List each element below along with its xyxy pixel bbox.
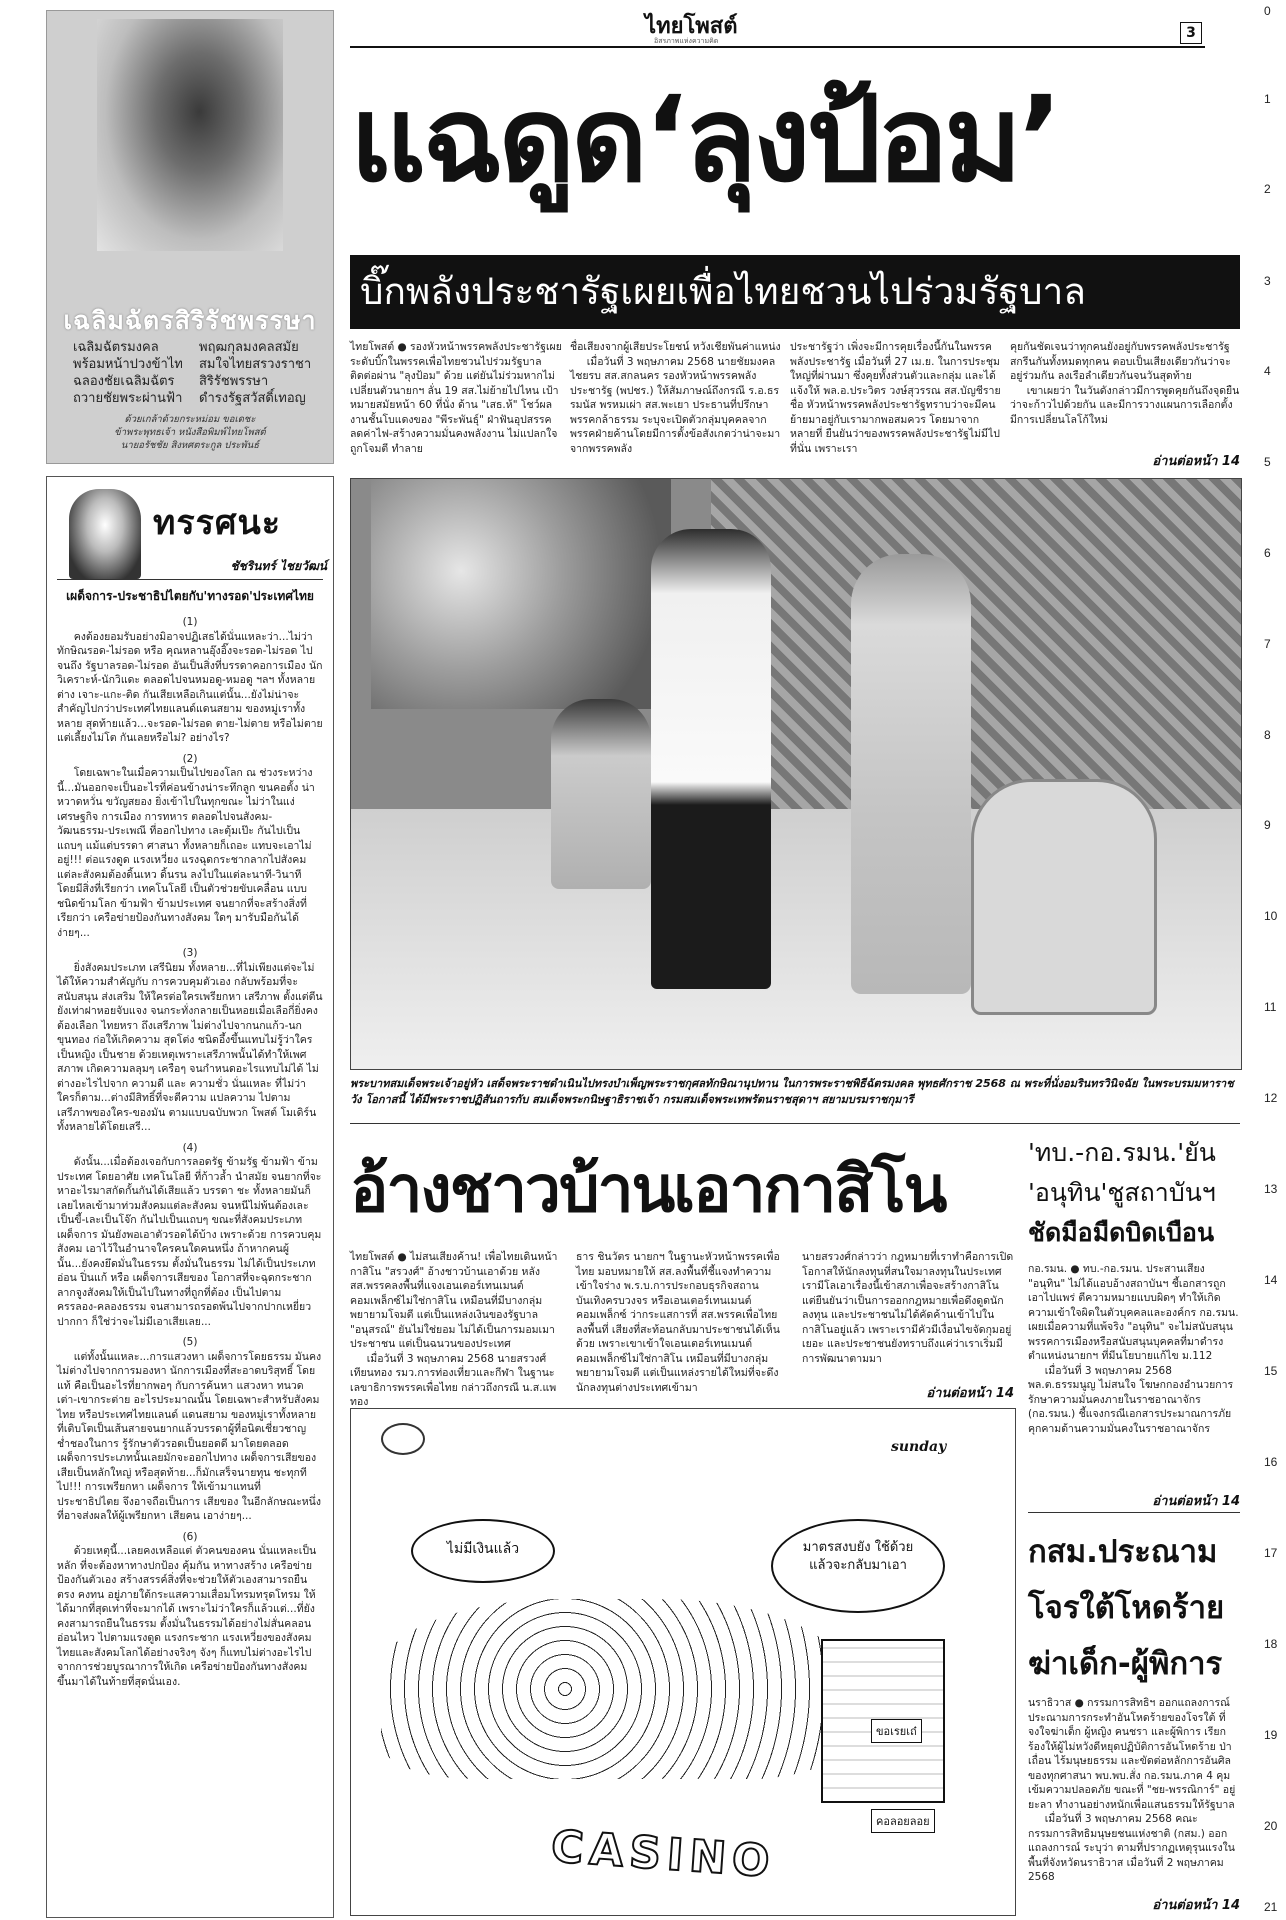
ruler-15: 15: [1264, 1364, 1278, 1378]
section-text: ดังนั้น...เมื่อต้องเจอกับการลอดรัฐ ข้ามรัฐ ข้ามฟ้า ข้ามประเทศ โดยอาศัย เทคโนโลยี ที่ก้าวล้ำ นำสมัย จนยากที่จะหาอะไรมาสกัดกั้นกันได้เสียแล้ว บรรดา ชะ ทั้งหลายมันก็เลยไหลเข้ามาท่วมสังคมแต่ละสังคม จนหนีไม่พ้นต้องเละเป็นขี้-เละเป็นโจ๊ก กันไปเป็นแถบๆ ขณะที่สังคมประเภท เผด็จการ มันยังพอเอาตัวรอดได้บ้าง เพราะด้วย การควบคุมสังคม เอาไว้ในอำนาจใครคนใดคนหนึ่ง ถ้าหากคนผู้นั้น...ยังคงยึดมั่นในธรรม ตั้งมั่นในธรรม ไม่ได้เป็นประเภทอ่อน ปิ่นแก้ หรือ เผด็จการเสียของ โอกาสที่จะฉุดกระชากลากจูงสังคมให้เป็นไปในทางที่ถูกที่ต้อง เป็นไปตาม ครรลอง-คลองธรรม จนสามารถรอดพ้นไปจากปากเหยี่ยว ปากกา ก็ใช่ว่าจะไม่มีเอาเสียเลย...: [57, 1156, 322, 1328]
columnist-portrait: [69, 489, 141, 579]
royal-ceremony-photo: [350, 478, 1242, 1070]
photo-caption: พระบาทสมเด็จพระเจ้าอยู่หัว เสด็จพระราชดำเนินไปทรงบำเพ็ญพระราชกุศลทักษิณานุปทาน ในการพระราชพิธีฉัตรมงคล พุทธศักราช 2568 ณ พระที่นั่งอมรินทรวินิจฉัย ในพระบรมมหาราชวัง โอกาสนี้ ได้มีพระราชปฏิสันถารกับ สมเด็จพระกนิษฐาธิราชเจ้า กรมสมเด็จพระเทพรัตนราชสุดาฯ สยามบรมราชกุมารี: [350, 1077, 1234, 1106]
cartoon-logo-left: [381, 1423, 425, 1455]
page-ruler: [1264, 0, 1286, 1920]
ruler-6: 6: [1264, 546, 1271, 560]
column-header-rule: [57, 579, 323, 580]
army-headline-line-3: ชัดมือมืดบิดเบือน: [1028, 1218, 1215, 1247]
section-num: (3): [182, 947, 198, 959]
photo-figure-princess: [851, 554, 971, 994]
section-num: (2): [182, 752, 198, 765]
section-num: (6): [182, 1530, 198, 1543]
speech-bubble-left: [411, 1519, 555, 1583]
sub-headline: บิ๊กพลังประชารัฐเผยเพื่อไทยชวนไปร่วมรัฐบาล: [360, 270, 1086, 313]
casino-headline: อ้างชาวบ้านเอากาสิโน: [350, 1153, 946, 1227]
column-title: ทรรศนะ: [153, 503, 282, 543]
lead-story-col-3: ประชารัฐว่า เพิ่งจะมีการคุยเรื่องนี้กันในพรรคพลังประชารัฐ เมื่อวันที่ 27 เม.ย. ในการประชุมใหญ่ที่ผ่านมา ซึ่งคุยทั้งส่วนตัวและกลุ่ม และได้แจ้งให้ พล.อ.ประวิตร วงษ์สุวรรณ สส.บัญชีรายชื่อ หัวหน้าพรรคพลังประชารัฐทราบว่าจะมีคนย้ายมาอยู่กับเรามากพอสมควร โดยมาจากหลายที่ ยืนยันว่าของพรรคพลังประชารัฐไม่มีไปที่นั่น เพราะเรา: [790, 341, 1001, 455]
nhrc-headline: [1028, 1524, 1240, 1692]
ruler-1: 1: [1264, 92, 1271, 106]
masthead-tagline: อิสรภาพแห่งความคิด: [654, 37, 719, 45]
nhrc-story-continued: อ่านต่อหน้า 14: [1152, 1898, 1240, 1913]
royal-verse-right: พฤฒกุลมงคลสมัย สมใจไทยสรวงราชา สิริรัชพรรษา ดำรงรัฐสวัสดิ์เทอญ: [199, 340, 312, 406]
main-headline: แฉดูด‘ลุงป้อม’: [350, 70, 1059, 208]
section-text: คงต้องยอมรับอย่างมิอาจปฏิเสธได้นั่นแหละว่า...ไม่ว่า ทักษิณรอด-ไม่รอด หรือ คุณหลานอุ๊งอิ๊งจะรอด-ไม่รอด ไปจนถึง รัฐบาลรอด-ไม่รอด อันเป็นสิ่งที่บรรดาคอการเมือง นักวิเคราะห์-นักวิแดะ ตลอดไปจนหมอดู-หมอดู ฯลฯ ทั้งหลายต่าง เจาะ-แกะ-ติด กันเสียเหลือเกินแต่นั้น...ยังไม่น่าจะสำคัญไปกว่าประเทศไทยแลนด์แดนสยาม ของหมู่เราทั้งหลาย สุดท้ายแล้ว...จะรอด-ไม่รอด ตาย-ไม่ตาย หรือไม่ตายแต่เลี้ยงไม่โต กันเลยหรือไม่? อย่างไร?: [57, 630, 323, 744]
ruler-20: 20: [1264, 1819, 1278, 1833]
ruler-3: 3: [1264, 274, 1271, 288]
section-2: [57, 752, 323, 941]
nhrc-headline-line-3: ฆ่าเด็ก-ผู้พิการ: [1028, 1646, 1223, 1682]
casino-story-continued: อ่านต่อหน้า 14: [926, 1386, 1014, 1401]
army-story-rule: [1028, 1512, 1240, 1513]
casino-story-col-2: ธาร ชินวัตร นายกฯ ในฐานะหัวหน้าพรรคเพื่อไทย มอบหมายให้ สส.ลงพื้นที่ชี้แจงทำความเข้าใจร่าง พ.ร.บ.การประกอบธุรกิจสถานบันเทิงครบวงจร หรือเอนเตอร์เทนเมนต์คอมเพล็กซ์ ว่ากระแสการที่ สส.พรรคเพื่อไทยลงพื้นที่ เสียงที่สะท้อนกลับมาประชาชนได้เห็นด้วย เพราะเขาเข้าใจเอนเตอร์เทนเมนต์คอมเพล็กซ์ไม่ใช่กาสิโน เหมือนที่มีบางกลุ่มพยายามโจมตี แต่เป็นแหล่งรายได้ใหม่ที่จะดึงนักลงทุนต่างประเทศเข้ามา: [576, 1251, 780, 1394]
section-text: ด้วยเหตุนี้...เลยคงเหลือแต่ ตัวคนของคน นั่นแหละเป็นหลัก ที่จะต้องหาทางปกป้อง คุ้มกัน หาทางสร้าง เครือข่ายป้องกันตัวเอง สร้างสรรค์สิ่งที่จะช่วยให้ตัวเองสามารถยืนตรง คงทน อยู่ภายใต้กระแสความเสื่อมโทรมทรุดโทรม ให้ได้มากที่สุดเท่าที่จะมากได้ เพราะไม่ว่าใครก็แล้วแต่...ที่ยังคงสามารถยืนในธรรม ตั้งมั่นในธรรมได้อย่างไม่สั่นคลอน อ่อนไหว ไปตามแรงดูด แรงกระชาก แรงเหวี่ยงของสังคมไทยและสังคมโลกได้อย่างจริงๆ จังๆ ก็แทบไม่ต่างอะไรไปจากการช่วยบูรณาการให้เกิด เครือข่ายป้องกันทางสังคม ขึ้นมาได้ในท้ายที่สุดนั่นเอง.: [57, 1545, 317, 1688]
cartoon-crowd: [381, 1599, 841, 1779]
ruler-11: 11: [1264, 1000, 1277, 1014]
ruler-17: 17: [1264, 1546, 1278, 1560]
royal-verse-left: เฉลิมฉัตรมงคล พร้อมหน้าปวงข้าไท ฉลองชัยเฉลิมฉัตร ถวายชัยพระผ่านฟ้า: [73, 340, 183, 406]
masthead-logo: ไทยโพสต์: [645, 13, 738, 39]
speech-bubble-right: [771, 1519, 945, 1613]
section-3: [57, 946, 323, 1135]
ruler-16: 16: [1264, 1455, 1278, 1469]
sub-headline-bar: [350, 255, 1240, 329]
editorial-cartoon: [350, 1408, 1016, 1916]
caption-rule: [350, 1123, 1240, 1124]
section-5: [57, 1335, 323, 1524]
photo-background-pattern: [711, 479, 1241, 819]
photo-figure-kneeling: [551, 699, 651, 889]
ruler-21: 21: [1264, 1900, 1278, 1914]
section-text: แต่ทั้งนั้นแหละ...การแสวงหา เผด็จการโดยธรรม มันคงไม่ต่างไปจากการมองหา นักการเมืองที่สะอาดบริสุทธิ์ โดยแท้ คือเป็นอะไรที่ยากพอๆ กับการค้นหา แสวงหา ทนวดเต่า-เขากระต่าย อะไรประมาณนั้น โดยเฉพาะสำหรับสังคมไทย หรือประเทศไทยแลนด์ แดนสยาม ของหมู่เราทั้งหลาย ที่เติบโตเป็นเส้นสายจนยากแล้วบรรดาผู้ที่อนิตเชี่ยวชาญช่ำชองในการ รู้รักษาตัวรอดเป็นยอดดี มาโดยตลอด เผด็จการประเภทนั้นเลยมักจะออกไปทาง เผด็จการเสียของ เสียเป็นหลักใหญ่ หรือสุดท้าย...ก็มักเสร็จนายทุน ชะทุกทีไป!!! การเพรียกหา เผด็จการ ให้เข้ามาแทนที่ ประชาธิปไตย จึงอาจถือเป็นการ เสียของ ในอีกลักษณะหนึ่ง ที่อาจส่งผลให้ผู้เพรียกหา เสียคน เอาง่ายๆ...: [57, 1350, 325, 1522]
section-num: (4): [182, 1141, 198, 1154]
section-text: โดยเฉพาะในเมื่อความเป็นไปของโลก ณ ช่วงระหว่างนี้...มันออกจะเป็นอะไรที่ค่อนข้างน่าระทึกลูก ขนคอตั้ง น่าหวาดหวั่น ขวัญสยอง ยิ่งเข้าไปในทุกขณะ ไม่ว่าในแง่เศรษฐกิจ การเมือง การทหาร ตลอดไปจนสังคม-วัฒนธรรม-ประเพณี ที่ออกไปทาง เละตุ้มเป๊ะ กันไปเป็นแถบๆ แม้แต่บรรดา ศาสนา ทั้งหลายก็เถอะ แทบจะเอาไม่อยู่!!! ต่อแรงดูด แรงเหวี่ยง แรงฉุดกระชากลากไปสังคมแต่ละสังคมต้องดิ้นเหว ดิ้นรน ลงไปในแต่ละนาที-วินาที โดยมีสิ่งที่เรียกว่า เทคโนโลยี เป็นตัวช่วยขับเคลื่อน แบบชนิดข้ามโลก ข้ามฟ้า ข้ามประเทศ จนยากที่จะสร้างสิ่งที่เรียกว่า เครือข่ายป้องกันทางสังคม ใดๆ มารับมือกันได้ง่ายๆ...: [57, 767, 315, 939]
casino-story-col-3: นายสรวงศ์กล่าวว่า กฎหมายที่เราทำคือการเปิดโอกาสให้นักลงทุนที่สนใจมาลงทุนในประเทศ เรามีโลเอาเรื่องนี้เข้าสภาเพื่อจะสร้างกาสิโน แต่ยืนยันว่าเป็นการออกกฎหมายเพื่อดึงดูดนักลงทุน และประชาชนไม่ได้คัดค้านเข้าไปในกาสิโนอยู่แล้ว เพราะเรามีคัวมีเงื่อนไขจัดกุมอยู่เยอะ และประชาชนยังทราบถึงแค่ว่าเราเริ่มมีการพัฒนาตามมา: [802, 1251, 1014, 1365]
section-1: [57, 615, 323, 746]
photo-flower-arrangement: [371, 479, 671, 709]
lead-story-col-2: ชื่อเสียงจากผู้เสียประโยชน์ หวังเชียพันค่าแหน่ง เมื่อวันที่ 3 พฤษภาคม 2568 นายชัยมงคล ไชยรบ สส.สกลนคร รองหัวหน้าพรรคพลังประชารัฐ (พปชร.) ให้สัมภาษณ์ถึงกรณี ร.อ.ธรรมนัส พรหมเผ่า สส.พะเยา ประธานที่ปรึกษาพรรคกล้าธรรม ระบุจะเปิดตัวกลุ่มบุคคลจากพรรคฝ่ายค้านโดยมีการตั้งข้อสังเกตว่าน่าจะมาจากพรรคพลัง: [570, 341, 781, 455]
photo-figure-king: [651, 529, 771, 989]
ruler-9: 9: [1264, 818, 1271, 832]
ruler-2: 2: [1264, 182, 1271, 196]
royal-portrait: [97, 19, 283, 251]
speech-bubble-right-text: มาตรสงบยัง ใช้ด้วยแล้วจะกลับมาเอา: [802, 1540, 914, 1573]
ruler-0: 0: [1264, 4, 1271, 18]
section-num: (1): [182, 616, 198, 628]
royal-dedication: ด้วยเกล้าด้วยกระหม่อม ขอเดชะ ข้าพระพุทธเจ้า หนังสือพิมพ์ไทยโพสต์ นายอรัชชัย สิงหศตระกูล ประพันธ์: [114, 414, 266, 451]
ruler-7: 7: [1264, 637, 1271, 651]
lead-story-continued: อ่านต่อหน้า 14: [1152, 454, 1240, 469]
nhrc-headline-line-1: กสม.ประณาม: [1028, 1534, 1218, 1570]
ruler-5: 5: [1264, 455, 1271, 469]
army-headline: [1028, 1133, 1240, 1253]
ruler-19: 19: [1264, 1728, 1278, 1742]
nhrc-headline-line-2: โจรใต้โหดร้าย: [1028, 1590, 1225, 1626]
section-4: [57, 1141, 323, 1330]
lead-story-col-4: คุยกันชัดเจนว่าทุกคนยังอยู่กับพรรคพลังประชารัฐ สกรีนกันทั้งหมดทุกคน ตอบเป็นเสียงเดียวกันว่าจะอยู่ร่วมกัน ลงเรือลำเดียวกันจนวันสุดท้าย เขาเผยว่า ในวันดังกล่าวมีการพูดคุยกันถึงจุดยืนว่าจะก้าวไปด้วยกัน และมีการวางแผนการเลือกตั้ง มีการเปลี่ยนโลโก้ใหม่: [1010, 341, 1240, 426]
ruler-10: 10: [1264, 909, 1278, 923]
ruler-14: 14: [1264, 1273, 1278, 1287]
army-headline-line-2: 'อนุทิน'ชูสถาบันฯ: [1028, 1178, 1216, 1207]
casino-story-col-1: ไทยโพสต์ ● ไม่สนเสียงค้าน! เพื่อไทยเดินหน้ากาสิโน "สรวงศ์" อ้างชาวบ้านเอาด้วย หลัง สส.พรรคลงพื้นที่แจงเอนเตอร์เทนเมนต์คอมเพล็กซ์ไม่ใช่กาสิโน เหมือนที่มีบางกลุ่มพยายามโจมตี แต่เป็นแหล่งเงินของรัฐบาล "อนุสรณ์" ยันไม่ใช่ยอม ไม่ได้เป็นการมอมเมาประชาชน แต่เป็นฉนวนของประเทศ เมื่อวันที่ 3 พฤษภาคม 2568 นายสรวงศ์ เทียนทอง รมว.การท่องเที่ยวและกีฬา ในฐานะเลขาธิการพรรคเพื่อไทย กล่าวถึงกรณี น.ส.แพทอง: [350, 1251, 558, 1408]
page-number: 3: [1186, 25, 1196, 41]
column-body: [57, 615, 323, 1689]
masthead-rule: [350, 46, 1205, 48]
section-6: [57, 1530, 323, 1690]
page-number-box: [1180, 22, 1202, 44]
army-headline-line-1: 'ทบ.-กอ.รมน.'ยัน: [1028, 1138, 1216, 1167]
army-story-continued: อ่านต่อหน้า 14: [1152, 1494, 1240, 1509]
ruler-4: 4: [1264, 364, 1271, 378]
ruler-12: 12: [1264, 1091, 1278, 1105]
ruler-13: 13: [1264, 1182, 1278, 1196]
speech-bubble-left-text: ไม่มีเงินแล้ว: [446, 1541, 520, 1557]
masthead: [350, 8, 1250, 44]
cartoon-casino-text: CASINO: [549, 1821, 778, 1888]
ruler-18: 18: [1264, 1637, 1278, 1651]
ruler-8: 8: [1264, 728, 1271, 742]
column-author: ชัชรินทร์ ไชยวัฒน์: [230, 559, 327, 573]
nhrc-story-body: นราธิวาส ● กรรมการสิทธิฯ ออกแถลงการณ์ประณามการกระทำอันโหดร้ายของโจรใต้ ที่จงใจฆ่าเด็ก ผู้หญิง คนชรา และผู้พิการ เรียกร้องให้ผู้ไม่หวังดีหยุดปฏิบัติการอันโหดร้าย ป่าเถื่อน ไร้มนุษยธรรม และขัดต่อหลักการอันศิลของทุกศาสนา พบ.พบ.สั่ง กอ.รมน.ภาค 4 คุมเข้มความปลอดภัย ขณะที่ "ชย-พรรณิการ์" อยู่ยะลา ทำงานอย่างหนักเพื่อแสนธรรมให้รัฐบาล เมื่อวันที่ 3 พฤษภาคม 2568 คณะกรรมการสิทธิมนุษยชนแห่งชาติ (กสม.) ออกแถลงการณ์ ระบุว่า ตามที่ปรากฏเหตุรุนแรงในพื้นที่จังหวัดนราธิวาส เมื่อวันที่ 2 พฤษภาคม 2568: [1028, 1697, 1236, 1883]
column-heading: เผด็จการ-ประชาธิปไตยกับ'ทางรอด'ประเทศไทย: [66, 589, 314, 603]
royal-tribute-box: [46, 10, 334, 464]
royal-box-title: เฉลิมฉัตรสิริรัชพรรษา: [63, 306, 317, 335]
section-num: (5): [182, 1336, 198, 1348]
cartoon-sunday-label: sunday: [891, 1439, 947, 1455]
cartoon-sign-1: ขอเรยเถ๋: [871, 1719, 922, 1743]
army-story-body: กอ.รมน. ● ทบ.-กอ.รมน. ประสานเสียง "อนุทิน" ไม่ได้แอบอ้างสถาบันฯ ชี้เอกสารถูกเอาไปแพร่ ตีความหมายแบบผิดๆ ทำให้เกิดความเข้าใจผิดในตัวบุคคลและองค์กร กอ.รมน. เผยเมื่อความที่แพ้จริง "อนุทิน" จะไม่สนับสนุนพรรคการเมืองหรือสนับสนุนบุคคลที่มาดำรงตำแหน่งนายกฯ ที่มีนโยบายแก้ไข ม.112 เมื่อวันที่ 3 พฤษภาคม 2568 พล.ต.ธรรมนูญ ไม่สนใจ โฆษกกองอำนวยการรักษาความมั่นคงภายในราชอาณาจักร (กอ.รมน.) ชี้แจงกรณีเอกสารประมาณการภัยคุกคามด้านความมั่นคงในราชอาณาจักร: [1028, 1263, 1239, 1435]
section-text: ยิ่งสังคมประเภท เสรีนิยม ทั้งหลาย...ที่ไม่เพียงแต่จะไม่ได้ให้ความสำคัญกับ การควบคุมตัวเอง กลับพร้อมที่จะสนับสนุน ส่งเสริม ให้ใครต่อใครเพรียกหา เสรีภาพ ตั้งแต่ตีนยังเท่าฝาหอยจับแจง จนกระทั่งกลายเป็นหอยเมื่อเลือกี่ยิ่งคงต้องเลือก ไทยหรา ถึงเสรีภาพ ไม่ต่างไปจากนกแก้ว-นกขุนทอง ก่อให้เกิดความ สุดโต่ง ชนิดอึ้งขึ้นแทบไม่รู้ว่าใครเป็นหญิง เป็นชาย ด้วยเหตุเพราะเสรีภาพนั้นได้ทำให้เพศสภาพ เกิดความลลุมๆ เครือๆ จนกำหนดอะไรแทบไม่ได้ ไม่ต่างอะไรไปจาก ความดี และ ความชั่ว นั่นแหละ ที่ไม่ว่าใครก็ตาม...ต่างมีสิทธิ์ที่จะตีความ แปลความ ไปตามเสรีภาพของใคร-ของมัน ตามแบบฉบับพวก โพสต์ โมเดิร์น ทั้งหลายได้โดยเสรี...: [57, 961, 323, 1133]
opinion-column-box: [46, 476, 334, 1918]
photo-chair: [971, 779, 1157, 1015]
lead-story-col-1: ไทยโพสต์ ● รองหัวหน้าพรรคพลังประชารัฐเผยระดับบิ๊กในพรรคเพื่อไทยชวนไปร่วมรัฐบาล ติดต่อผ่าน "ลุงป้อม" ด้วย แต่ยันไม่ร่วมหากไม่เปลี่ยนตัวนายกฯ ลั่น 19 สส.ไม่ย้ายไปไหน เป้าหมายสมัยหน้า 60 ที่นั่ง ด้าน "เสธ.ห้" โชว์ผลงานชั้นโบแดงของ "พีระพันธุ์" ฝ่าฟันอุปสรรค ลดค่าไฟ-สร้างความมั่นคงพลังงาน ไม่แปลกใจถูกโจมตี ทำลาย: [350, 341, 562, 455]
cartoon-sign-2: คอลอยลอย: [871, 1809, 935, 1833]
